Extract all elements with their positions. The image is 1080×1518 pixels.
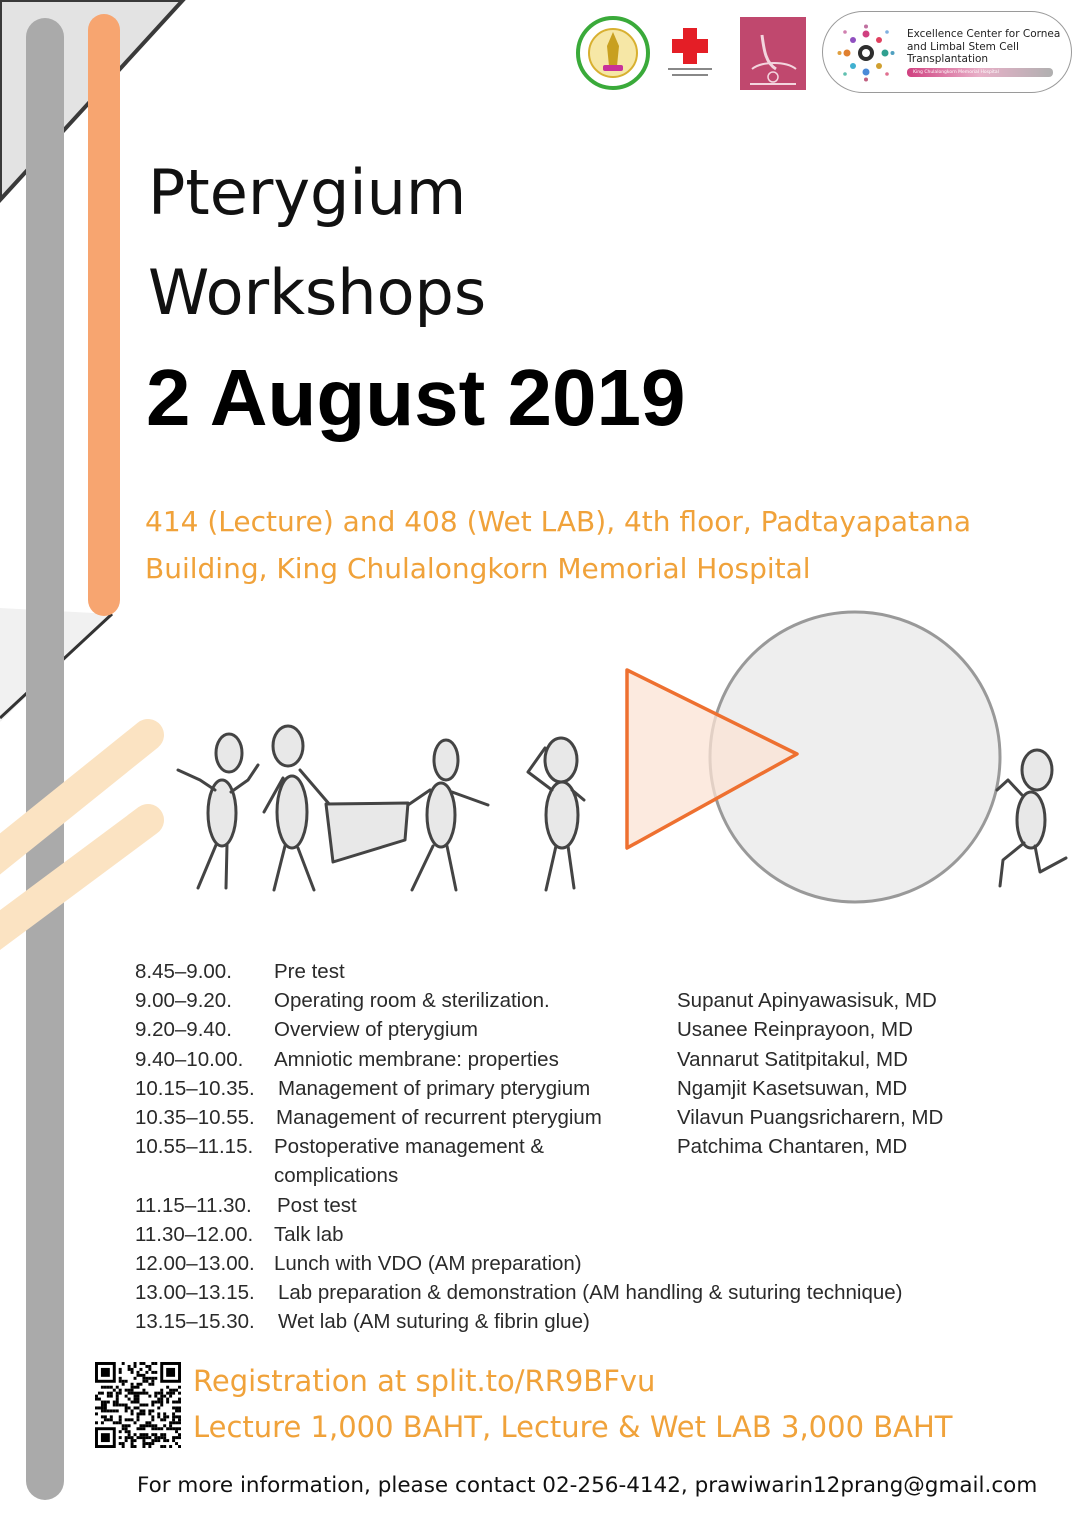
schedule-row [135,989,995,1018]
schedule-time: 13.00–13.15. [135,1281,255,1305]
excellence-text-2: and Limbal Stem Cell [907,40,1019,53]
schedule-time: 11.15–11.30. [135,1193,252,1217]
stick-figure-4 [528,738,584,890]
schedule-row [135,1252,995,1281]
schedule-row [135,1106,995,1135]
schedule-row [135,1077,995,1106]
schedule-topic: Overview of pterygium [274,1018,478,1042]
title-line-2: Workshops [148,256,487,329]
schedule-time: 10.15–10.35. [135,1076,255,1100]
schedule-row [135,1048,995,1077]
stick-figure-1 [178,734,258,888]
stick-figure-3 [408,740,488,890]
schedule-time: 10.55–11.15. [135,1135,254,1159]
schedule-row [135,1310,995,1339]
schedule-topic: Operating room & sterilization. [274,989,550,1013]
registration-fees: Lecture 1,000 BAHT, Lecture & Wet LAB 3,000 BAHT [193,1410,953,1444]
schedule-time: 10.35–10.55. [135,1105,255,1129]
title-line-1: Pterygium [148,156,467,229]
excellence-sub-text: King Chulalongkorn Memorial Hospital [913,70,999,75]
schedule-row [135,960,995,989]
schedule-topic: Management of primary pterygium [278,1076,591,1100]
schedule [135,960,995,1339]
schedule-row [135,1018,995,1047]
schedule-topic: complications [274,1164,399,1188]
contact-info: For more information, please contact 02-256-4142, prawiwarin12prang@gmail.com [137,1473,1038,1498]
illustration [170,600,1075,910]
excellence-text-3: Transplantation [907,53,989,65]
schedule-row [135,1194,995,1223]
schedule-speaker: Usanee Reinprayoon, MD [677,1018,913,1042]
schedule-speaker: Vilavun Puangsricharern, MD [677,1105,944,1129]
schedule-topic: Pre test [274,960,345,983]
schedule-topic: Talk lab [274,1222,344,1246]
schedule-time: 8.45–9.00. [135,960,232,983]
registration-link[interactable]: Registration at split.to/RR9BFvu [193,1364,656,1398]
schedule-speaker: Supanut Apinyawasisuk, MD [677,989,937,1013]
schedule-row [135,1164,995,1193]
stick-figure-2 [264,726,330,890]
logo-faculty-medicine [576,16,650,90]
venue-line-1: 414 (Lecture) and 408 (Wet LAB), 4th floor, Padtayapatana [145,505,972,538]
schedule-speaker: Vannarut Satitpitakul, MD [677,1047,908,1071]
qr-code-icon [95,1362,181,1448]
schedule-topic: Wet lab (AM suturing & fibrin glue) [278,1310,590,1334]
venue-line-2: Building, King Chulalongkorn Memorial Hospital [145,552,811,585]
logo-excellence-center [822,11,1072,93]
schedule-row [135,1135,995,1164]
schedule-topic: Lunch with VDO (AM preparation) [274,1251,582,1275]
schedule-topic: Amniotic membrane: properties [274,1047,559,1071]
excellence-text-1: Excellence Center for Cornea [907,28,1061,40]
schedule-row [135,1223,995,1252]
schedule-speaker: Patchima Chantaren, MD [677,1135,908,1159]
event-date: 2 August 2019 [146,353,686,442]
schedule-row [135,1281,995,1310]
excellence-sub-bar [907,68,1053,77]
schedule-topic: Post test [277,1193,357,1217]
board-shape [326,803,408,862]
schedule-time: 13.15–15.30. [135,1310,255,1334]
schedule-time: 9.00–9.20. [135,989,232,1013]
grey-vertical-bar [26,18,64,1500]
logo-red-cross [660,22,720,82]
stick-figure-5 [997,750,1066,886]
schedule-topic: Management of recurrent pterygium [276,1105,602,1129]
schedule-time: 9.20–9.40. [135,1018,232,1042]
eye-dots-icon [837,24,895,82]
schedule-time: 9.40–10.00. [135,1047,244,1071]
schedule-time: 11.30–12.00. [135,1222,254,1246]
schedule-topic: Postoperative management & [274,1135,545,1159]
schedule-topic: Lab preparation & demonstration (AM handling & suturing technique) [278,1281,903,1305]
orange-vertical-bar [88,14,120,616]
schedule-speaker: Ngamjit Kasetsuwan, MD [677,1076,908,1100]
logo-chula-eye-center [740,17,806,90]
schedule-time: 12.00–13.00. [135,1251,255,1275]
